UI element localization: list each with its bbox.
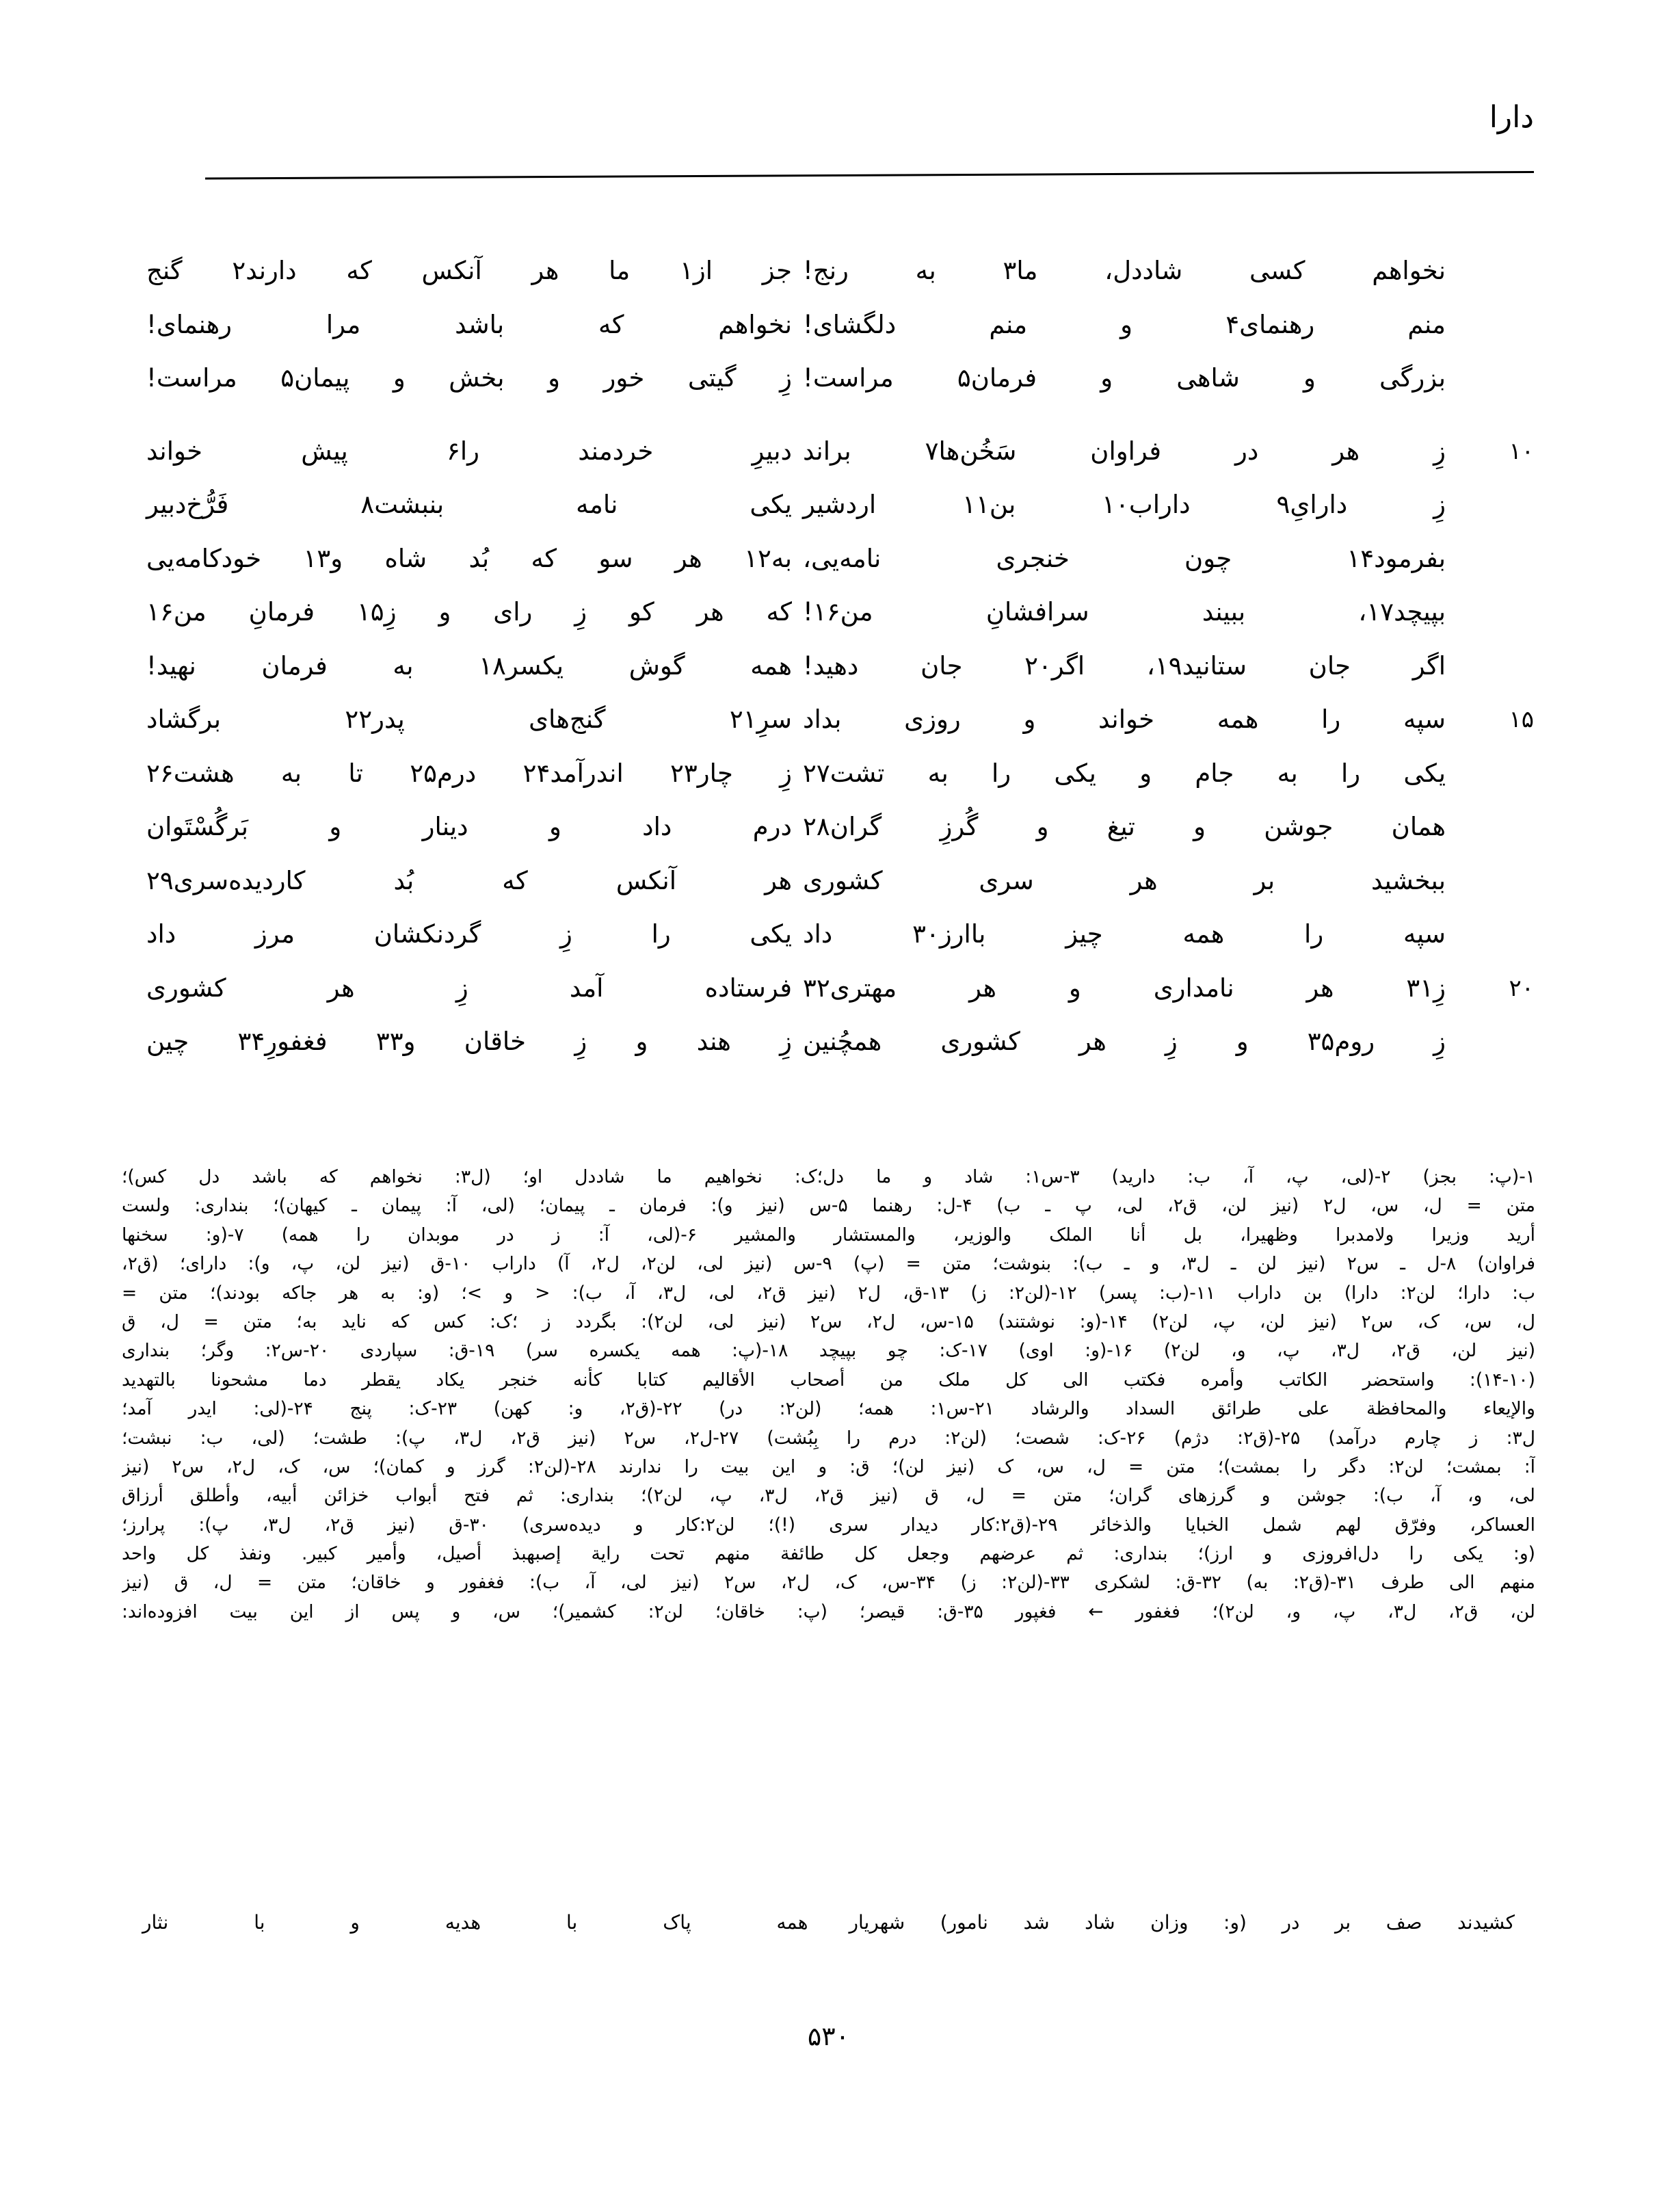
hemistich-right: که هر کو زِ رای و زِ١۵ فرمانِ من١۶ [146,597,792,627]
apparatus-line: العساکر، وفرّق لهم شمل الخبایا والذخائر ٢٩-(ق٢:کار دیدار سری (!)؛ لن٢:کار و دیده‌سری) ٣٠-ق (نیز ق٢، ل٣، پ): پرارز؛ [122,1514,1535,1536]
hemistich-left: بپیچد١٧، ببیند سرافشانِ من١۶! [803,597,1446,627]
apparatus-line: ل، س، ک، س٢ (نیز لن، پ، لن٢) ١۴-(و: نوشتند) ١۵-س، ل٢، س٢ (نیز لی، لن٢): بگردد ز ؛ک: کس که ناید به؛ متن = ل، ق [122,1311,1535,1332]
apparatus-line: أرید وزیرا ولامدبرا وظهیرا، بل أنا الملک والوزیر، والمستشار والمشیر ۶-(لی، آ: ز در موبدان را همه) ٧-(و: سخنها [122,1224,1535,1246]
apparatus-line: منهم الی طرف ٣١-(ق٢: به) ٣٢-ق: لشکری ٣٣-(لن٢: ز) ٣۴-س، ک، ل٢، س٢ (نیز لی، آ، ب): فغفور و خاقان؛ متن = ل، ق (نیز [122,1572,1535,1594]
verse-line-number [1469,541,1534,542]
hemistich-left: ببخشید بر هر سری کشوری [803,865,1446,895]
critical-apparatus [122,1163,1535,1627]
hemistich-right: هر آنکس که بُد کاردیده‌سری٢٩ [146,865,792,895]
hemistich-left: منم رهنمای۴ و منم دلگشای! [803,309,1446,339]
verse-line-number [1469,594,1534,596]
hemistich-right: یکی نامه بنبشت٨ فَرُّخ‌دبیر [146,490,792,520]
added-couplet-right-half: همه پاک با هدیه و با نثار [142,1911,808,1934]
apparatus-line: (نیز لن، ق٢، ل٣، پ، و، لن٢) ١۶-(و: اوی) ١٧-ک: چو بپیچد ١٨-(پ: همه یکسره سر) ١٩-ق: سپاردی ٢٠-س٢: وگر؛ بنداری [122,1340,1535,1362]
verse-line [123,541,1534,577]
verse-line-number [1469,487,1534,488]
verse-line [123,702,1534,738]
hemistich-left: یکی را به جام و یکی را به تشت٢٧ [803,758,1446,788]
verse-line [123,917,1534,953]
hemistich-right: زِ چار٢٣ اندرآمد٢۴ درم٢۵ تا به هشت٢۶ [146,758,792,788]
hemistich-left: بزرگی و شاهی و فرمان۵ مراست! [803,363,1446,393]
hemistich-left: زِ روم٣۵ و زِ هر کشوری همچُنین [803,1027,1446,1057]
apparatus-line: ل٣: ز چارم درآمد) ٢۵-(ق٢: دژم) ٢۶-ک: شصت؛ (لن٢: درم را بِبُشت) ٢٧-ل٢، س٢ (نیز ق٢، ل٣، پ): طشت؛ (لی، ب: نبشت؛ [122,1427,1535,1449]
verse-line [123,1024,1534,1060]
verse-line-number: ١٠ [1509,437,1534,465]
hemistich-right: زِ هند و زِ خاقان و٣٣ فغفورِ٣۴ چین [146,1027,793,1057]
verse-line [123,253,1534,289]
verse-line [123,360,1534,397]
hemistich-left: نخواهم کسی شاددل، ما٣ به رنج! [803,256,1446,285]
verse-line-number [1469,307,1534,308]
hemistich-right: دبیرِ خردمند را۶ پیش خواند [146,436,792,466]
apparatus-line: (و: یکی را دل‌افروزی و ارز)؛ بنداری: ثم عرضهم وجعل کل طائفة منهم تحت رایة إصبهبذ أصیل، وأمیر کبیر. ونفذ کل واحد [122,1543,1535,1565]
header-rule-divider [205,171,1534,179]
verse-line [123,863,1534,899]
hemistich-left: سپه را همه چیز باارز٣٠ داد [803,919,1446,949]
hemistich-left: زِ هر در فراوان سَخُن‌ها٧ براند [803,436,1446,466]
hemistich-right: فرستاده آمد زِ هر کشوری [146,973,792,1003]
verse-line [123,756,1534,792]
hemistich-right: یکی را زِ گردنکشان مرز داد [146,919,792,949]
hemistich-right: سرِ٢١ گنج‌های پدر٢٢ برگشاد [146,705,792,735]
verse-line [123,648,1534,685]
apparatus-line: ب: دارا؛ لن٢: دارا) بن داراب ١١-(ب: پسر) ١٢-(لن٢: ز) ١٣-ق، ل٢ (نیز ق٢، لی، ل٣، آ، ب): < و >؛ (و: به هر جاکه بودند)؛ متن = [122,1282,1535,1304]
verse-stanza [123,253,1534,397]
verse-line-number [1469,1024,1534,1025]
apparatus-line: آ: بمشت؛ لن٢: دگر را بمشت)؛ متن = ل، س، ک (نیز لن)؛ ق: و این بیت را ندارند ٢٨-(لن٢: گرز و کمان)؛ س، ک، ل٢، س٢ (نیز [122,1456,1535,1477]
verse-line [123,594,1534,631]
apparatus-line: (١٠-١۴): واستحضر الکاتب وأمره فکتب الی کل ملک من أصحاب الأقالیم کتابا کأنه خنجر یکاد یقطر دما مشحونا بالتهدید [122,1369,1535,1391]
verse-line [123,434,1534,470]
hemistich-right: زِ گیتی خور و بخش و پیمان۵ مراست! [146,363,792,393]
verse-line [123,487,1534,523]
running-head-title: دارا [1489,100,1534,135]
page-number: ۵۳۰ [807,2021,850,2051]
hemistich-left: بفرمود١۴ چون خنجری نامه‌یی، [803,543,1446,573]
apparatus-line: لن، ق٢، ل٣، پ، و، لن٢)؛ فغفور ← فغپور ٣۵-ق: قیصر؛ (پ: خاقان؛ لن٢: کشمیر)؛ س، و پس از این بیت افزوده‌اند: [122,1601,1535,1622]
verse-line-number [1469,360,1534,362]
verse-line [123,809,1534,845]
apparatus-line: فراوان) ٨-ل ـ س٢ (نیز لن ـ ل٣، و ـ ب): بنوشت؛ متن = (پ) ٩-س (نیز لی، لن٢، ل٢، آ) داراب ١٠-ق (نیز لن، پ، و): دارای؛ (ق٢، [122,1253,1535,1275]
hemistich-right: نخواهم که باشد مرا رهنمای! [146,309,792,339]
hemistich-left: سپه را همه خواند و روزی بداد [803,705,1446,735]
hemistich-right: درم داد و دینار و بَرگُسْتَوان [146,812,792,842]
hemistich-left: زِ٣١ هر نامداری و هر مهتری٣٢ [803,973,1446,1003]
hemistich-right: جز از١ ما هر آنکس که دارند٢ گنج [146,256,792,285]
added-couplet-row [122,1908,1535,1937]
verse-line-number [1469,917,1534,918]
verse-line [123,307,1534,343]
verse-line-number [1469,809,1534,811]
hemistich-right: به١٢ هر سو که بُد شاه و١٣ خودکامه‌یی [146,543,792,573]
hemistich-right: همه گوش یکسر١٨ به فرمان نهید! [146,650,792,681]
apparatus-line: لی، و، آ، ب): جوشن و گرزهای گران؛ متن = ل، ق (نیز ق٢، ل٣، پ، لن٢)؛ بنداری: ثم فتح أبواب خزائن أبیه، وأطلق أرزاق [122,1485,1535,1507]
verse-body [123,253,1534,1060]
verse-line-number [1469,253,1534,254]
apparatus-line: متن = ل، س، ل٢ (نیز لن، ق٢، لی، پ ـ ب) ۴-ل: رهنما ۵-س (نیز و): فرمان ـ پیمان؛ (لی، آ: پیمان ـ کیهان)؛ بنداری: ولست [122,1195,1535,1217]
verse-line-number: ٢٠ [1509,974,1534,1002]
added-couplet-left-half: کشیدند صف بر در (و: وزان شاد شد نامور) شهریار [849,1911,1515,1934]
page-header [205,100,1534,185]
hemistich-left: زِ دارایِ٩ داراب١٠ بن١١ اردشیر [803,490,1446,520]
verse-line [123,971,1534,1007]
apparatus-line: والإیعاء والمحافظة علی طرائق السداد والرشاد ٢١-س١: همه؛ (لن٢: در) ٢٢-(ق٢، و: کهن) ٢٣-ک: پنج ٢۴-(لی: ایدر آمد؛ [122,1398,1535,1420]
hemistich-left: اگر جان ستانید١٩، اگر٢٠ جان دهید! [803,650,1446,681]
apparatus-line: ١-(پ: بجز) ٢-(لی، پ، آ، ب: دارید) ٣-س١: شاد و ما دل؛ک: نخواهیم ما شاددل او؛ (ل٣: نخواهم که باشد دل کس)؛ [122,1166,1535,1187]
verse-line-number [1469,756,1534,757]
added-couplet [122,1908,1535,1937]
verse-line-number [1469,863,1534,865]
verse-stanza [123,434,1534,1060]
verse-line-number: ١۵ [1509,706,1534,734]
hemistich-left: همان جوشن و تیغ و گُرزِ گران٢٨ [803,812,1446,842]
verse-line-number [1469,648,1534,650]
